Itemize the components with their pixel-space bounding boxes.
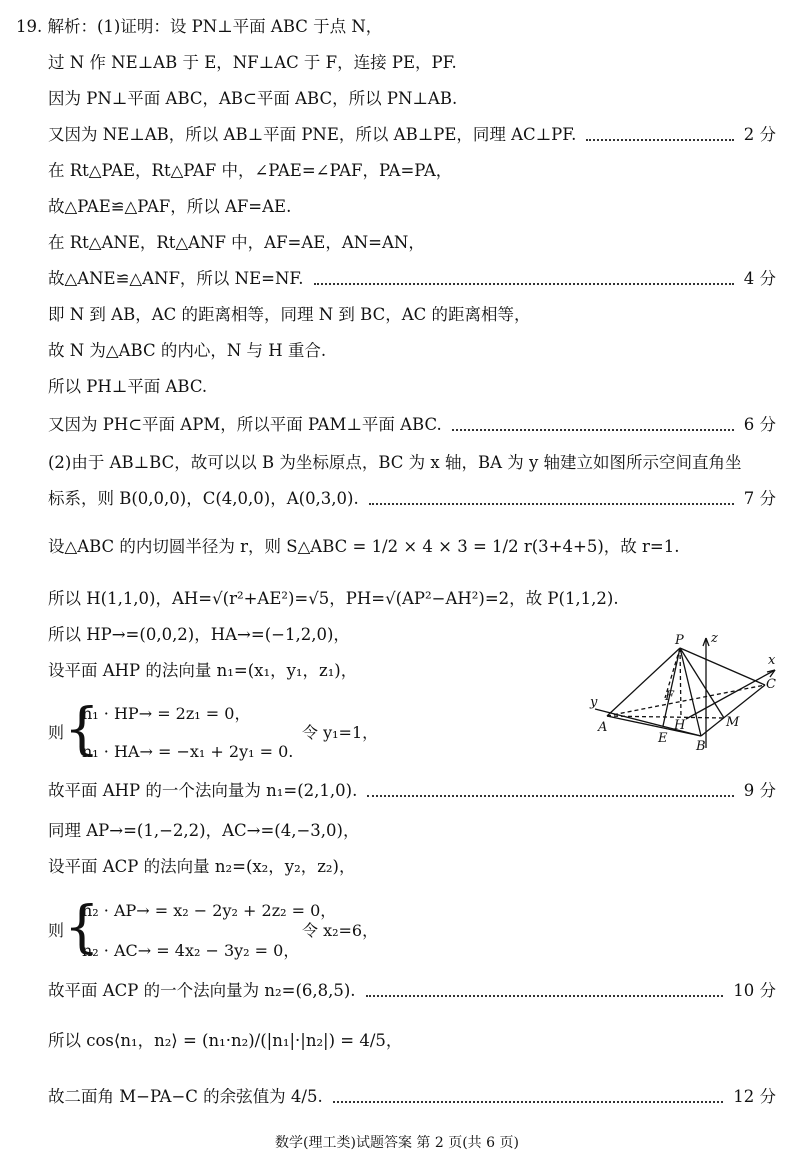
point-text: 故平面 ACP 的一个法向量为 n₂=(6,8,5).	[48, 981, 356, 1000]
score: 7 分	[743, 489, 776, 508]
line-23: 所以 cos⟨n₁，n₂⟩ = (n₁·n₂)/(|n₁|·|n₂|) = 4/5，	[48, 1031, 403, 1050]
system2-eq2: n₂ · AC→ = 4x₂ − 3y₂ = 0，	[82, 941, 300, 960]
point-line-9	[48, 780, 776, 802]
edge-PE	[663, 648, 680, 726]
system1-brace: {	[64, 697, 100, 762]
label-C: C	[766, 677, 776, 692]
edge-PM	[680, 648, 724, 718]
leader-dots	[586, 129, 733, 141]
label-x: x	[768, 653, 776, 668]
point-line-2	[48, 124, 776, 146]
score: 6 分	[743, 415, 776, 434]
system1-eq2: n₁ · HA→ = −x₁ + 2y₁ = 0.	[82, 742, 294, 761]
point-text: 故平面 AHP 的一个法向量为 n₁=(2,1,0).	[48, 781, 358, 800]
label-E: E	[658, 731, 668, 746]
point-line-6	[48, 414, 776, 436]
system2-eq1: n₂ · AP→ = x₂ − 2y₂ + 2z₂ = 0，	[82, 901, 337, 920]
line-17: 所以 HP→=(0,0,2)，HA→=(−1,2,0)，	[48, 625, 350, 644]
point-text: 标系，则 B(0,0,0)，C(4,0,0)，A(0,3,0).	[48, 489, 359, 508]
point-text: 又因为 NE⊥AB，所以 AB⊥平面 PNE，所以 AB⊥PE，同理 AC⊥PF.	[48, 125, 577, 144]
leader-dots	[367, 785, 733, 797]
system2-prefix: 则	[48, 921, 65, 940]
label-F: F	[665, 689, 675, 704]
system2-brace: {	[64, 895, 100, 960]
x-axis	[686, 670, 775, 719]
system1-prefix: 则	[48, 723, 65, 742]
system1-let: 令 y₁=1，	[302, 723, 379, 742]
edge-PC	[680, 648, 765, 685]
score: 9 分	[743, 781, 776, 800]
leader-dots	[314, 273, 734, 285]
point-line-4	[48, 268, 776, 290]
leader-dots	[452, 419, 734, 431]
point-text: 又因为 PH⊂平面 APM，所以平面 PAM⊥平面 ABC.	[48, 415, 442, 434]
line-11: 所以 PH⊥平面 ABC.	[48, 377, 208, 396]
label-A: A	[598, 720, 608, 735]
line-6: 故△PAE≌△PAF，所以 AF=AE.	[48, 197, 292, 216]
point-line-10	[48, 980, 776, 1002]
label-H: H	[674, 718, 686, 733]
leader-dots	[333, 1091, 724, 1103]
score: 12 分	[733, 1087, 776, 1106]
page-footer: 数学(理工类)试题答案 第 2 页(共 6 页)	[275, 1135, 519, 1151]
line-5: 在 Rt△PAE，Rt△PAF 中，∠PAE=∠PAF，PA=PA，	[48, 161, 453, 180]
edge-PA	[607, 648, 680, 716]
edge-PH	[680, 648, 681, 718]
label-y: y	[590, 695, 598, 710]
score: 2 分	[743, 125, 776, 144]
point-text: 故二面角 M−PA−C 的余弦值为 4/5.	[48, 1087, 323, 1106]
point-text: 故△ANE≌△ANF，所以 NE=NF.	[48, 269, 304, 288]
line-16: 所以 H(1,1,0)，AH=√(r²+AE²)=√5，PH=√(AP²−AH²)=2，故 P(1,1,2).	[48, 589, 619, 608]
leader-dots	[366, 985, 724, 997]
leader-dots	[369, 493, 734, 505]
score: 10 分	[733, 981, 776, 1000]
line-7: 在 Rt△ANE，Rt△ANF 中，AF=AE，AN=AN，	[48, 233, 425, 252]
line-2: 过 N 作 NE⊥AB 于 E，NF⊥AC 于 F，连接 PE，PF.	[48, 53, 457, 72]
point-line-12	[48, 1086, 776, 1108]
line-18: 设平面 AHP 的法向量 n₁=(x₁，y₁，z₁)，	[48, 661, 358, 680]
point-line-7	[48, 488, 776, 510]
label-M: M	[726, 715, 740, 730]
edge-AC	[607, 685, 765, 716]
system1-eq1: n₁ · HP→ = 2z₁ = 0，	[82, 704, 251, 723]
line-15: 设△ABC 的内切圆半径为 r，则 S△ABC = 1/2 × 4 × 3 = 1/2 r(3+4+5)，故 r=1.	[48, 537, 680, 556]
score: 4 分	[743, 269, 776, 288]
line-9: 即 N 到 AB，AC 的距离相等，同理 N 到 BC，AC 的距离相等，	[48, 305, 531, 324]
label-z: z	[711, 631, 718, 646]
line-13: (2)由于 AB⊥BC，故可以以 B 为坐标原点，BC 为 x 轴，BA 为 y 轴建立如图所示空间直角坐	[48, 453, 742, 472]
line-10: 故 N 为△ABC 的内心，N 与 H 重合.	[48, 341, 327, 360]
line-1: 19. 解析：(1)证明：设 PN⊥平面 ABC 于点 N，	[16, 17, 383, 36]
label-B: B	[696, 739, 706, 754]
line-21: 设平面 ACP 的法向量 n₂=(x₂，y₂，z₂)，	[48, 857, 356, 876]
label-P: P	[675, 633, 684, 648]
geometry-figure	[585, 630, 785, 755]
line-3: 因为 PN⊥平面 ABC，AB⊂平面 ABC，所以 PN⊥AB.	[48, 89, 458, 108]
system2-let: 令 x₂=6，	[302, 921, 379, 940]
line-20: 同理 AP→=(1,−2,2)，AC→=(4,−3,0)，	[48, 821, 360, 840]
